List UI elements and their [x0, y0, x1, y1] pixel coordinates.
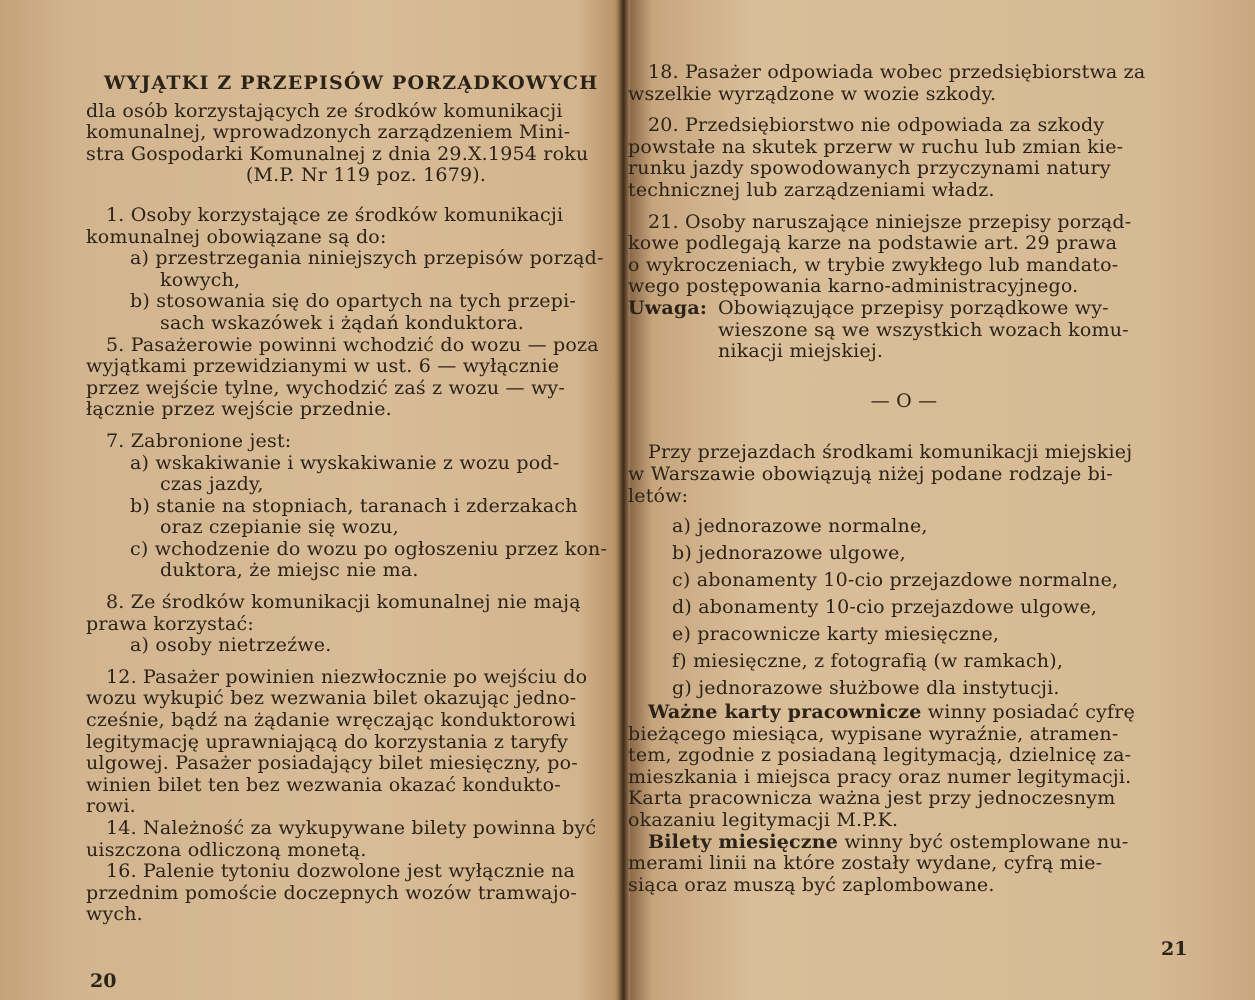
text-line: przednim pomoście doczepnych wozów tramwajo-	[86, 881, 578, 904]
text-line: komunalnej, wprowadzonych zarządzeniem Mini-	[86, 121, 571, 144]
list-item-cont: sach wskazówek i żądań konduktora.	[160, 311, 525, 334]
text-line: (M.P. Nr 119 poz. 1679).	[245, 164, 487, 187]
text-line: wyjątkami przewidzianymi w ust. 6 — wyłącznie	[86, 355, 560, 378]
text-line: 20. Przedsiębiorstwo nie odpowiada za szkody	[648, 114, 1105, 137]
right-column	[628, 62, 1180, 896]
list-item: a) przestrzegania niniejszych przepisów porząd-	[130, 247, 604, 270]
monthly-tickets-paragraph	[628, 832, 1180, 897]
section-1	[86, 205, 622, 335]
worker-cards-paragraph	[628, 702, 1180, 832]
bold-term: Bilety miesięczne	[648, 830, 839, 853]
text-line: w Warszawie obowiązują niżej podane rodzaje bi-	[628, 462, 1113, 485]
section-12	[86, 667, 622, 818]
note-text	[718, 298, 1129, 363]
text-line: łącznie przez wejście przednie.	[86, 398, 392, 421]
page-number: 20	[90, 970, 117, 992]
text-line: kowe podlegają karze na podstawie art. 29 prawa	[628, 232, 1118, 255]
text-line: uiszczona odliczoną monetą.	[86, 838, 367, 861]
text-run: winny być ostemplowane nu-	[838, 830, 1129, 853]
text-line: dla osób korzystających ze środków komunikacji	[86, 99, 563, 122]
text-line: 16. Palenie tytoniu dozwolone jest wyłącznie na	[106, 860, 576, 883]
text-line: 7. Zabronione jest:	[106, 429, 292, 452]
text-line: merami linii na które zostały wydane, cyfrą mie-	[628, 852, 1103, 875]
left-column	[86, 73, 622, 926]
text-line: ulgowej. Pasażer posiadający bilet miesięczny, po-	[86, 752, 578, 775]
text-line: technicznej lub zarządzeniami władz.	[628, 178, 995, 201]
text-line: cześnie, bądź na żądanie wręczając konduktorowi	[86, 709, 576, 732]
section-5	[86, 335, 622, 421]
text-line: rowi.	[86, 795, 136, 818]
tickets-intro	[628, 442, 1180, 507]
section-18	[628, 62, 1180, 105]
text-line: legitymację uprawniającą do korzystania z taryfy	[86, 730, 569, 753]
text-line: Przy przejazdach środkami komunikacji miejskiej	[648, 441, 1133, 464]
list-item: b) stanie na stopniach, taranach i zderzakach	[130, 494, 578, 517]
list-item: c) wchodzenie do wozu po ogłoszeniu przez kon-	[130, 537, 608, 560]
text-line: tem, zgodnie z posiadaną legitymacją, dzielnicę za-	[628, 744, 1132, 767]
right-page	[628, 0, 1255, 1000]
text-line: mieszkania i miejsca pracy oraz numer legitymacji.	[628, 765, 1132, 788]
note-label: Uwaga:	[628, 296, 708, 319]
ticket-item: b) jednorazowe ulgowe,	[672, 542, 906, 565]
section-21	[628, 212, 1180, 298]
ticket-item: f) miesięczne, z fotografią (w ramkach),	[672, 650, 1064, 673]
text-line: komunalnej obowiązane są do:	[86, 225, 387, 248]
text-line: runku jazdy spowodowanych przyczynami natury	[628, 157, 1111, 180]
text-line: winien bilet ten bez wezwania okazać kondukto-	[86, 773, 561, 796]
ticket-item: a) jednorazowe normalne,	[672, 515, 928, 538]
text-line: 18. Pasażer odpowiada wobec przedsiębiorstwa za	[648, 61, 1146, 83]
text-line: wych.	[86, 903, 143, 926]
text-line: wieszone są we wszystkich wozach komu-	[718, 318, 1129, 341]
text-line: 1. Osoby korzystające ze środków komunikacji	[106, 203, 564, 226]
text-line: wozu wykupić bez wezwania bilet okazując jedno-	[86, 687, 577, 710]
text-line: 21. Osoby naruszające niniejsze przepisy porząd-	[648, 210, 1132, 233]
bold-term: Ważne karty pracownicze	[648, 701, 922, 724]
ticket-item: c) abonamenty 10-cio przejazdowe normalne,	[672, 569, 1119, 592]
text-line: Karta pracownicza ważna jest przy jednoczesnym	[628, 787, 1116, 810]
note-block	[628, 298, 1180, 363]
text-line: wszelkie wyrządzone w wozie szkody.	[628, 82, 997, 105]
intro-paragraph	[86, 101, 622, 187]
text-line	[628, 702, 1180, 724]
ticket-list	[628, 513, 1180, 702]
ticket-item: d) abonamenty 10-cio przejazdowe ulgowe,	[672, 596, 1098, 619]
text-line: letów:	[628, 484, 689, 507]
text-line: nikacji miejskiej.	[718, 340, 884, 363]
list-item-cont: czas jazdy,	[160, 473, 264, 496]
list-item: b) stosowania się do opartych na tych przepi-	[130, 290, 576, 313]
text-run: winny posiadać cyfrę	[921, 701, 1136, 724]
text-line: wego postępowania karno-administracyjnego.	[628, 275, 1079, 298]
text-line: 8. Ze środków komunikacji komunalnej nie mają	[106, 591, 581, 614]
section-20	[628, 115, 1180, 201]
list-item-cont: oraz czepianie się wozu,	[160, 516, 399, 539]
text-line: okazaniu legitymacji M.P.K.	[628, 809, 899, 832]
list-item-cont: kowych,	[160, 268, 241, 291]
section-separator: — O —	[870, 389, 938, 412]
text-line: Obowiązujące przepisy porządkowe wy-	[718, 296, 1109, 319]
text-line: 12. Pasażer powinien niezwłocznie po wejściu do	[106, 665, 588, 688]
list-item: a) osoby nietrzeźwe.	[130, 634, 332, 657]
left-page	[0, 0, 622, 1000]
text-line: 5. Pasażerowie powinni wchodzić do wozu — poza	[106, 333, 599, 356]
text-line: bieżącego miesiąca, wypisane wyraźnie, atramen-	[628, 722, 1119, 745]
text-line: siąca oraz muszą być zaplombowane.	[628, 873, 995, 896]
text-line: prawa korzystać:	[86, 612, 254, 635]
section-8	[86, 592, 622, 657]
text-line: powstałe na skutek przerw w ruchu lub zmian kie-	[628, 135, 1124, 158]
ticket-item: e) pracownicze karty miesięczne,	[672, 623, 1000, 646]
section-14	[86, 818, 622, 861]
text-line: 14. Należność za wykupywane bilety powinna być	[106, 817, 597, 839]
text-line: stra Gospodarki Komunalnej z dnia 29.X.1954 roku	[86, 142, 589, 165]
list-item-cont: duktora, że miejsc nie ma.	[160, 559, 419, 582]
list-item: a) wskakiwanie i wyskakiwanie z wozu pod-	[130, 451, 560, 474]
text-line: o wykroczeniach, w trybie zwykłego lub mandato-	[628, 253, 1119, 276]
text-line	[628, 832, 1180, 854]
ticket-item: g) jednorazowe służbowe dla instytucji.	[672, 677, 1060, 700]
page-number: 21	[1161, 938, 1188, 960]
text-line: przez wejście tylne, wychodzić zaś z wozu — wy-	[86, 376, 565, 399]
page-title: WYJĄTKI Z PRZEPISÓW PORZĄDKOWYCH	[104, 72, 599, 94]
section-7	[86, 431, 622, 582]
section-16	[86, 861, 622, 926]
